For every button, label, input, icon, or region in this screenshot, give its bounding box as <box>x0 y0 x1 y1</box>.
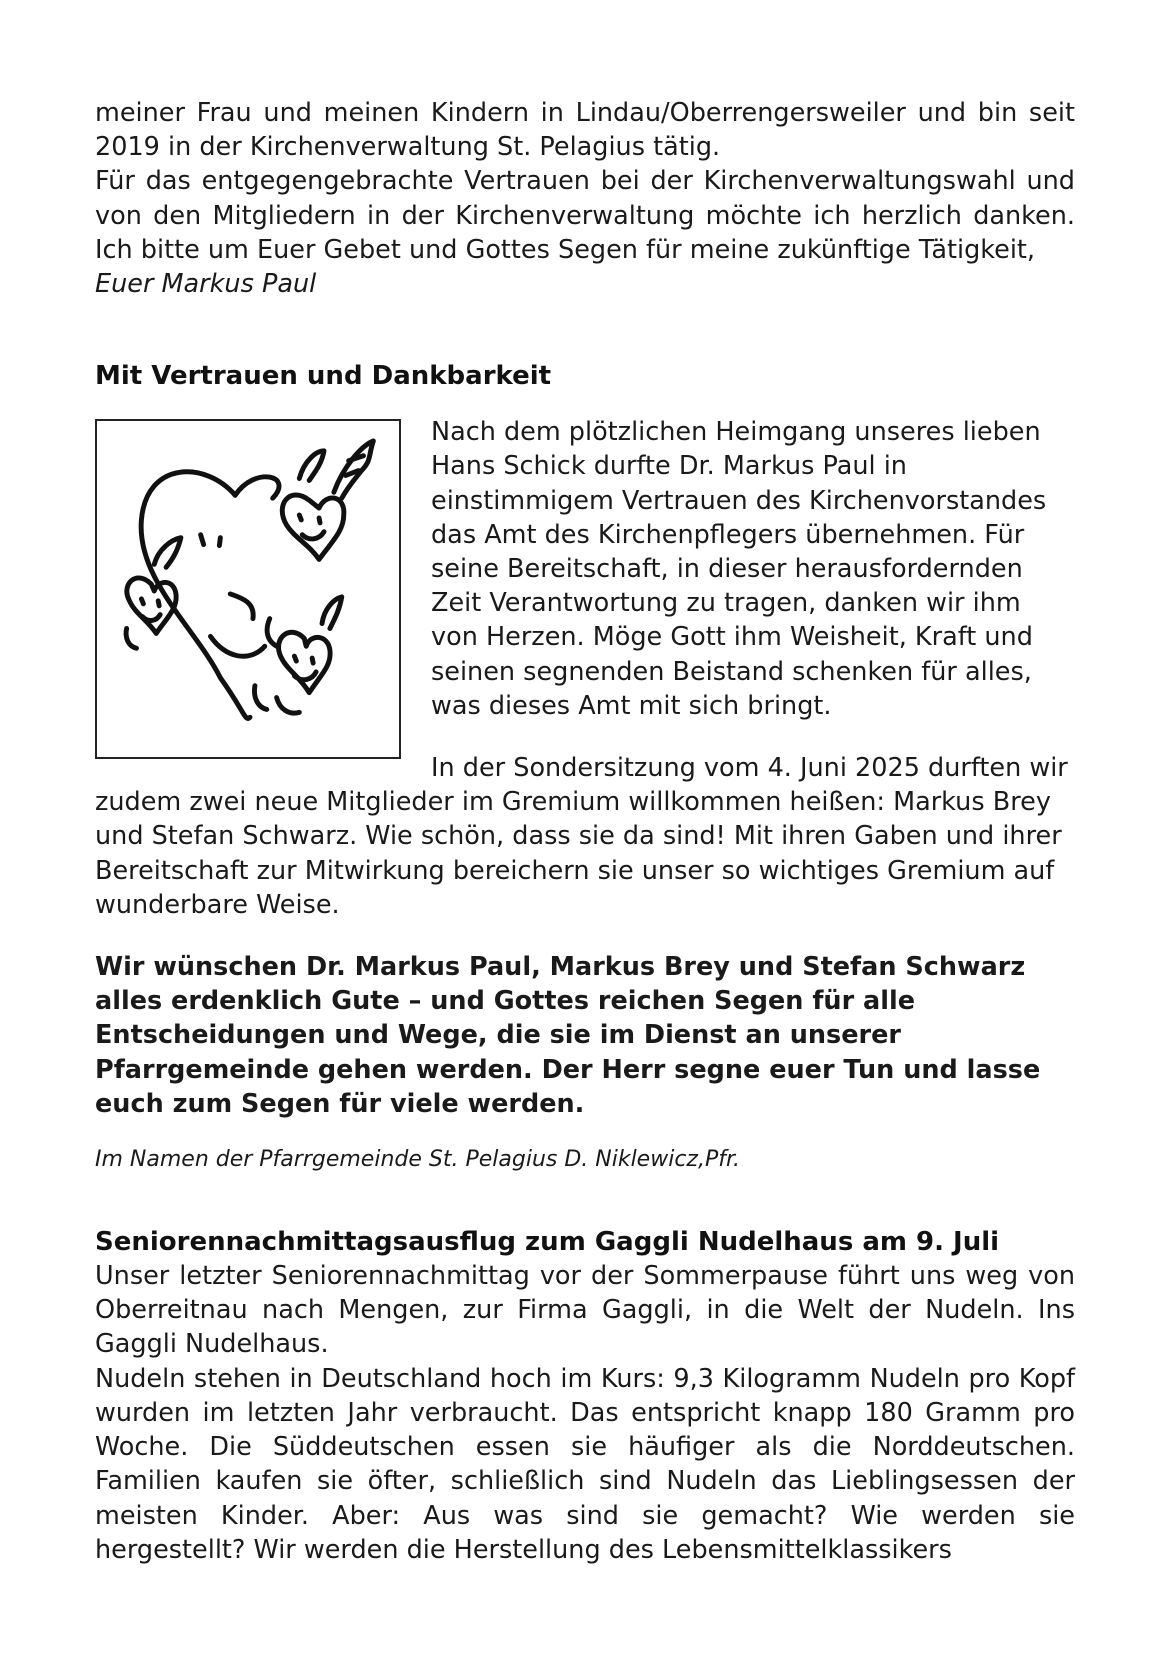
section2-paragraph-2: In der Sondersitzung vom 4. Juni 2025 durften wir zudem zwei neue Mitglieder im Gremium willkommen heißen: Markus Brey und Stefan Schwarz. Wie schön, dass sie da sind! Mit ihren Gaben und ihrer Bereitschaft zur Mitwirkung bereichern sie unser so wichtiges Gremium auf wunderbare Weise. <box>95 753 1068 920</box>
intro-signature: Euer Markus Paul <box>95 269 317 300</box>
intro-paragraph-2: Für das entgegengebrachte Vertrauen bei der Kirchenverwaltungswahl und von den Mitgliedern in der Kirchenverwaltung möchte ich herzlich danken. Ich bitte um Euer Gebet und Gottes Segen für meine zukünftige Tätigkeit, <box>95 166 1075 265</box>
section2-blessing-paragraph: Wir wünschen Dr. Markus Paul, Markus Brey und Stefan Schwarz alles erdenklich Gute – und Gottes reichen Segen für alle Entscheidungen und Wege, die sie im Dienst an unserer Pfarrgemeinde gehen werden. Der Herr segne euer Tun und lasse euch zum Segen für viele werden. <box>95 952 1041 1119</box>
intro-paragraph-1: meiner Frau und meinen Kindern in Lindau/Oberrengersweiler und bin seit 2019 in der Kirchenverwaltung St. Pelagius tätig. <box>95 98 1075 163</box>
section2-paragraph-1: Nach dem plötzlichen Heimgang unseres lieben Hans Schick durfte Dr. Markus Paul in einstimmigem Vertrauen des Kirchenvorstandes das Amt des Kirchenpflegers übernehmen. Für seine Bereitschaft, in dieser herausfordernden Zeit Verantwortung zu tragen, danken wir ihm von Herzen. Möge Gott ihm Weisheit, Kraft und seinen segnenden Beistand schenken für alles, was dieses Amt mit sich bringt. <box>431 417 1047 721</box>
hearts-illustration <box>95 419 401 759</box>
section3-paragraph-1: Unser letzter Seniorennachmittag vor der Sommerpause führt uns weg von Oberreitnau nach Mengen, zur Firma Gaggli, in die Welt der Nudeln. Ins Gaggli Nudelhaus. <box>95 1261 1075 1360</box>
hearts-illustration-icon <box>97 421 399 757</box>
section2-signature: Im Namen der Pfarrgemeinde St. Pelagius D. Niklewicz,Pfr. <box>95 1147 740 1173</box>
section-heading-vertrauen: Mit Vertrauen und Dankbarkeit <box>95 361 552 392</box>
section3-paragraph-2: Nudeln stehen in Deutschland hoch im Kurs: 9,3 Kilogramm Nudeln pro Kopf wurden im letzten Jahr verbraucht. Das entspricht knapp 180 Gramm pro Woche. Die Süddeutschen essen sie häufiger als die Norddeutschen. Familien kaufen sie öfter, schließlich sind Nudeln das Lieblingsessen der meisten Kinder. Aber: Aus was sind sie gemacht? Wie werden sie hergestellt? Wir werden die Herstellung des Lebensmittelklassikers <box>95 1363 1075 1565</box>
document-page <box>95 96 1075 1567</box>
section-heading-seniorenausflug: Seniorennachmittagsausflug zum Gaggli Nudelhaus am 9. Juli <box>95 1227 1000 1258</box>
